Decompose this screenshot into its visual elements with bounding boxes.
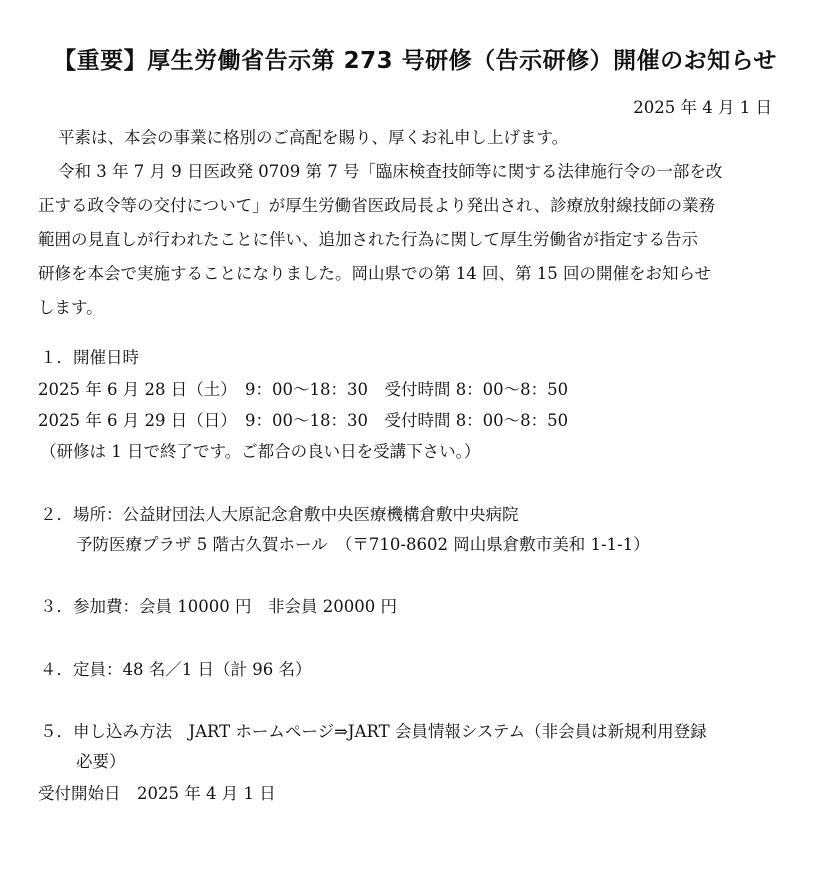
section-1-note: （研修は 1 日で終了です。ご都合の良い日を受講下さい。） <box>40 442 481 461</box>
paragraph-line-5: します。 <box>38 298 103 317</box>
reception-start-line: 受付開始日 2025 年 4 月 1 日 <box>38 784 276 803</box>
document-date: 2025 年 4 月 1 日 <box>633 98 772 117</box>
section-2-line-2: 予防医療プラザ 5 階古久賀ホール （〒710-8602 岡山県倉敷市美和 1-1-1） <box>76 535 650 554</box>
document-title: 【重要】厚生労働省告示第 273 号研修（告示研修）開催のお知らせ <box>53 48 777 74</box>
section-5-line-1: ５．申し込み方法 JART ホームページ⇒JART 会員情報システム（非会員は新規利用登録 <box>40 722 707 741</box>
paragraph-line-1: 令和 3 年 7 月 9 日医政発 0709 第 7 号「臨床検査技師等に関する法律施行令の一部を改 <box>58 162 723 181</box>
section-3-line: ３．参加費：会員 10000 円 非会員 20000 円 <box>40 597 397 616</box>
section-1-line-2: 2025 年 6 月 29 日（日） 9：00〜18：30 受付時間 8：00〜8：50 <box>38 411 569 430</box>
section-2-line-1: ２．場所：公益財団法人大原記念倉敷中央医療機構倉敷中央病院 <box>40 505 519 524</box>
section-1-heading: １．開催日時 <box>40 348 139 367</box>
section-4-line: ４．定員：48 名／1 日（計 96 名） <box>40 660 312 679</box>
section-1-line-1: 2025 年 6 月 28 日（土） 9：00〜18：30 受付時間 8：00〜8：50 <box>38 380 569 399</box>
paragraph-line-3: 範囲の見直しが行われたことに伴い、追加された行為に関して厚生労働省が指定する告示 <box>38 230 698 249</box>
paragraph-line-4: 研修を本会で実施することになりました。岡山県での第 14 回、第 15 回の開催をお知らせ <box>38 264 711 283</box>
section-5-line-2: 必要） <box>76 752 126 771</box>
greeting-line: 平素は、本会の事業に格別のご高配を賜り、厚くお礼申し上げます。 <box>58 128 569 147</box>
paragraph-line-2: 正する政令等の交付について」が厚生労働省医政局長より発出され、診療放射線技師の業務 <box>38 196 716 215</box>
